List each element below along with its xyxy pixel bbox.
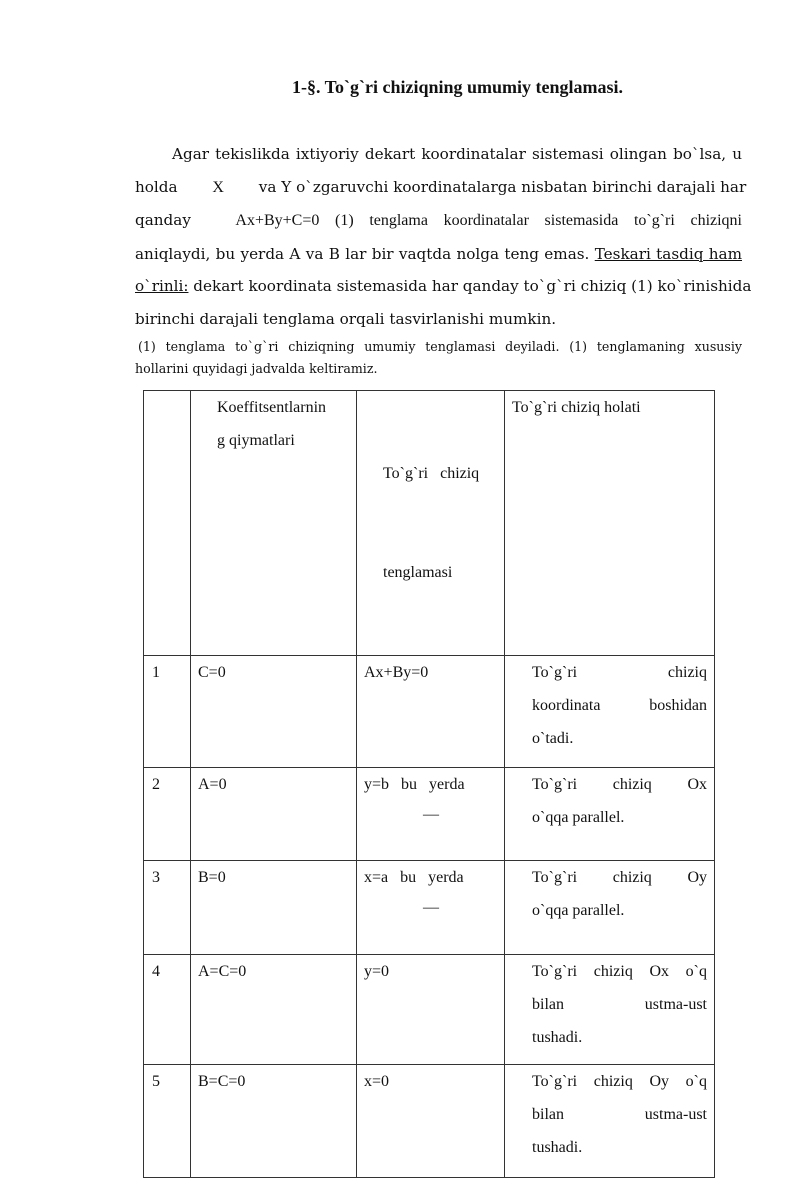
underlined-phrase: Teskari tasdiq ham [594, 244, 742, 263]
header-cell-coefficients: Koeffitsentlarnin g qiymatlari [191, 391, 357, 656]
row-equation: Ax+By=0 [357, 656, 505, 768]
row-equation: y=b bu yerda — [357, 768, 505, 861]
note-line-1: (1) tenglama to`g`ri chiziqning umumiy tenglamasi deyiladi. (1) tenglamaning xususiy [138, 339, 742, 354]
table-row [144, 955, 715, 1065]
row-coefficient: A=0 [191, 768, 357, 861]
section-heading: 1-§. To`g`ri chiziqning umumiy tenglamasi. [291, 77, 624, 97]
row-number: 1 [144, 656, 191, 768]
paragraph-line-1: Agar tekislikda ixtiyoriy dekart koordinatalar sistemasi olingan bo`lsa, u [172, 145, 742, 163]
row-coefficient: B=C=0 [191, 1065, 357, 1178]
row-equation: x=a bu yerda — [357, 861, 505, 955]
table-row [144, 656, 715, 768]
intro-paragraph [135, 138, 752, 335]
row-equation: y=0 [357, 955, 505, 1065]
note-paragraph [135, 336, 742, 380]
underlined-phrase-end: o`rinli: [135, 277, 189, 295]
table-header-row [144, 391, 715, 656]
cases-table [143, 390, 715, 1178]
note-line-2: hollarini quyidagi jadvalda keltiramiz. [135, 361, 378, 376]
table-row [144, 1065, 715, 1178]
table-row [144, 768, 715, 861]
row-equation: x=0 [357, 1065, 505, 1178]
row-state: To`g`ri chiziq koordinata boshidan o`tadi. [505, 656, 715, 768]
row-coefficient: B=0 [191, 861, 357, 955]
row-state: To`g`ri chiziq Oy o`q bilan ustma-ust tushadi. [505, 1065, 715, 1178]
header-cell-state: To`g`ri chiziq holati [505, 391, 715, 656]
row-state: To`g`ri chiziq Ox o`q bilan ustma-ust tushadi. [505, 955, 715, 1065]
row-state: To`g`ri chiziq Ox o`qqa parallel. [505, 768, 715, 861]
row-coefficient: C=0 [191, 656, 357, 768]
row-number: 5 [144, 1065, 191, 1178]
row-coefficient: A=C=0 [191, 955, 357, 1065]
paragraph-line-5: o`rinli: dekart koordinata sistemasida har qanday to`g`ri chiziq (1) ko`rinishida [135, 277, 752, 295]
paragraph-line-2: holda X va Y o`zgaruvchi koordinatalarga nisbatan birinchi darajali har [135, 177, 747, 196]
paragraph-line-4: aniqlaydi, bu yerda A va B lar bir vaqtda nolga teng emas. Teskari tasdiq ham [135, 244, 742, 263]
paragraph-line-6: birinchi darajali tenglama orqali tasvirlanishi mumkin. [135, 309, 557, 328]
paragraph-line-3: qanday Ax+By+C=0 (1) tenglama koordinatalar sistemasida to`g`ri chiziqni [135, 211, 743, 229]
row-number: 3 [144, 861, 191, 955]
header-cell-equation: To`g`ri chiziq tenglamasi [357, 391, 505, 656]
row-number: 2 [144, 768, 191, 861]
header-cell-number [144, 391, 191, 656]
row-number: 4 [144, 955, 191, 1065]
row-state: To`g`ri chiziq Oy o`qqa parallel. [505, 861, 715, 955]
table-row [144, 861, 715, 955]
